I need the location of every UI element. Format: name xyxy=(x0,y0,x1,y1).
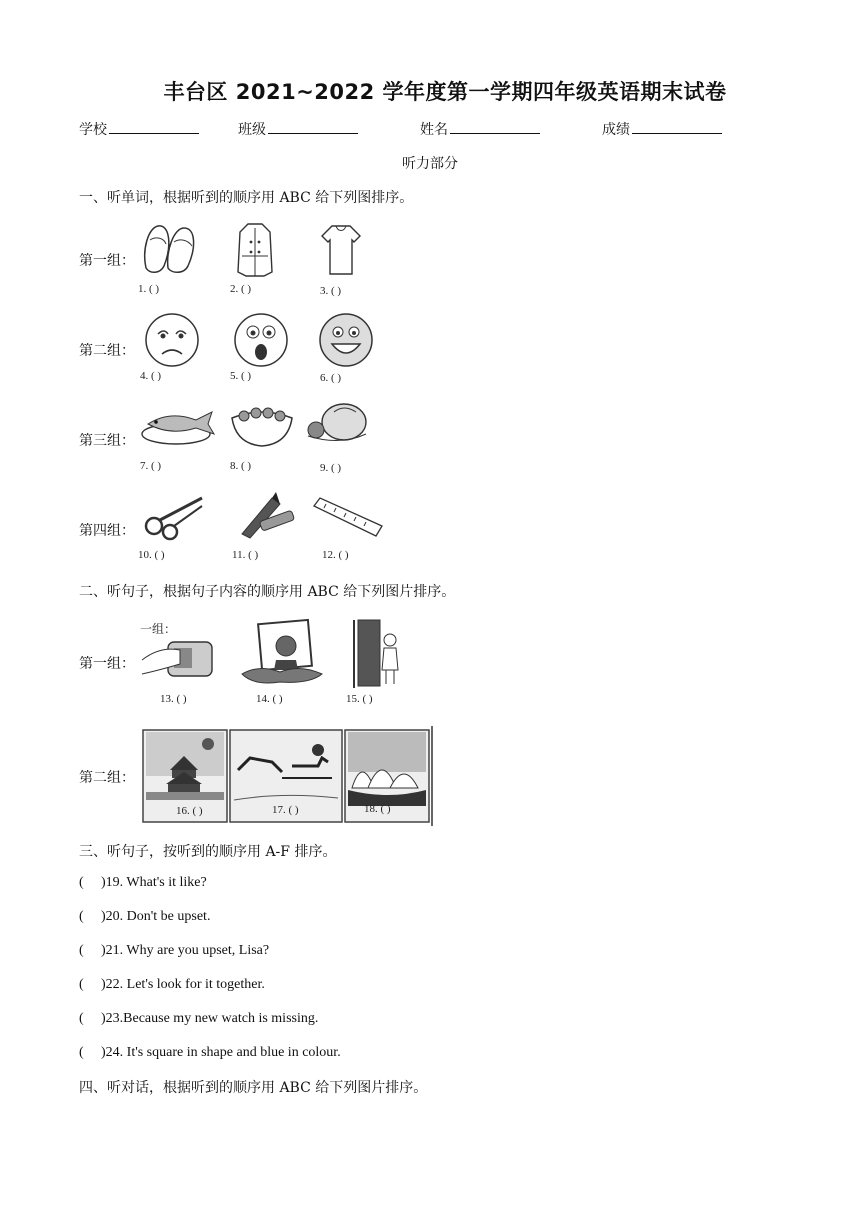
school-field[interactable] xyxy=(79,119,199,139)
crayon-picture xyxy=(236,490,296,538)
caption-8: 8. ( ) xyxy=(230,460,252,472)
coat-picture xyxy=(236,222,274,278)
slippers-picture xyxy=(140,220,200,276)
answer-blank: ( xyxy=(79,875,84,890)
listening-heading: 听力部分 xyxy=(402,156,458,172)
section2-group2-label: 第二组： xyxy=(79,770,135,786)
class-label: 班级 xyxy=(238,122,266,138)
section1-heading: 一、听单词，根据听到的顺序用 ABC 给下列图排序。 xyxy=(79,190,414,206)
question-19[interactable] xyxy=(79,875,207,891)
name-label: 姓名 xyxy=(420,122,448,138)
surprised-face-picture xyxy=(233,312,289,368)
section1-group4-label: 第四组： xyxy=(79,523,135,539)
caption-9: 9. ( ) xyxy=(320,462,342,474)
ruler-picture xyxy=(312,496,384,538)
section1-group1-label: 第一组： xyxy=(79,253,135,269)
tshirt-picture xyxy=(320,224,362,276)
fish-picture xyxy=(140,402,216,446)
section3-heading: 三、听句子，按听到的顺序用 A-F 排序。 xyxy=(79,844,337,860)
question-23[interactable] xyxy=(79,1011,318,1027)
caption-1: 1. ( ) xyxy=(138,283,160,295)
caption-10: 10. ( ) xyxy=(138,549,165,561)
page-title: 丰台区 2021~2022 学年度第一学期四年级英语期末试卷 xyxy=(163,80,727,104)
caption-4: 4. ( ) xyxy=(140,370,162,382)
sad-face-picture xyxy=(144,312,200,368)
caption-12: 12. ( ) xyxy=(322,549,349,561)
happy-face-picture xyxy=(318,312,374,368)
caption-3: 3. ( ) xyxy=(320,285,342,297)
section2-heading: 二、听句子，根据句子内容的顺序用 ABC 给下列图片排序。 xyxy=(79,584,456,600)
caption-13: 13. ( ) xyxy=(160,693,187,705)
section4-heading: 四、听对话，根据听到的顺序用 ABC 给下列图片排序。 xyxy=(79,1080,428,1096)
question-24[interactable] xyxy=(79,1045,341,1061)
answer-blank: ( xyxy=(79,1045,84,1060)
scissors-picture xyxy=(140,492,204,540)
door-girl-picture xyxy=(346,618,410,690)
caption-7: 7. ( ) xyxy=(140,460,162,472)
question-text: )24. It's square in shape and blue in colour. xyxy=(101,1045,341,1060)
question-text: )23.Because my new watch is missing. xyxy=(101,1011,319,1026)
caption-16: 16. ( ) xyxy=(176,805,203,817)
caption-5: 5. ( ) xyxy=(230,370,252,382)
school-label: 学校 xyxy=(79,122,107,138)
class-field[interactable] xyxy=(238,119,358,139)
answer-blank: ( xyxy=(79,1011,84,1026)
score-label: 成绩 xyxy=(602,122,630,138)
question-text: )19. What's it like? xyxy=(101,875,207,890)
question-text: )20. Don't be upset. xyxy=(101,909,211,924)
radio-picture xyxy=(140,630,216,684)
window-boy-picture xyxy=(240,618,324,688)
caption-6: 6. ( ) xyxy=(320,372,342,384)
caption-11: 11. ( ) xyxy=(232,549,259,561)
answer-blank: ( xyxy=(79,943,84,958)
caption-14: 14. ( ) xyxy=(256,693,283,705)
section2-inner-label: 一组： xyxy=(140,622,177,636)
bowl-picture xyxy=(230,404,294,448)
answer-blank: ( xyxy=(79,909,84,924)
section2-group1-label: 第一组： xyxy=(79,656,135,672)
question-text: )22. Let's look for it together. xyxy=(101,977,265,992)
score-field[interactable] xyxy=(602,119,722,139)
answer-blank: ( xyxy=(79,977,84,992)
caption-2: 2. ( ) xyxy=(230,283,252,295)
section1-group2-label: 第二组： xyxy=(79,343,135,359)
question-21[interactable] xyxy=(79,943,269,959)
vegetables-picture xyxy=(304,402,370,444)
caption-18: 18. ( ) xyxy=(364,803,391,815)
section1-group3-label: 第三组： xyxy=(79,433,135,449)
question-22[interactable] xyxy=(79,977,265,993)
question-text: )21. Why are you upset, Lisa? xyxy=(101,943,270,958)
name-field[interactable] xyxy=(420,119,540,139)
caption-17: 17. ( ) xyxy=(272,804,299,816)
question-20[interactable] xyxy=(79,909,210,925)
caption-15: 15. ( ) xyxy=(346,693,373,705)
